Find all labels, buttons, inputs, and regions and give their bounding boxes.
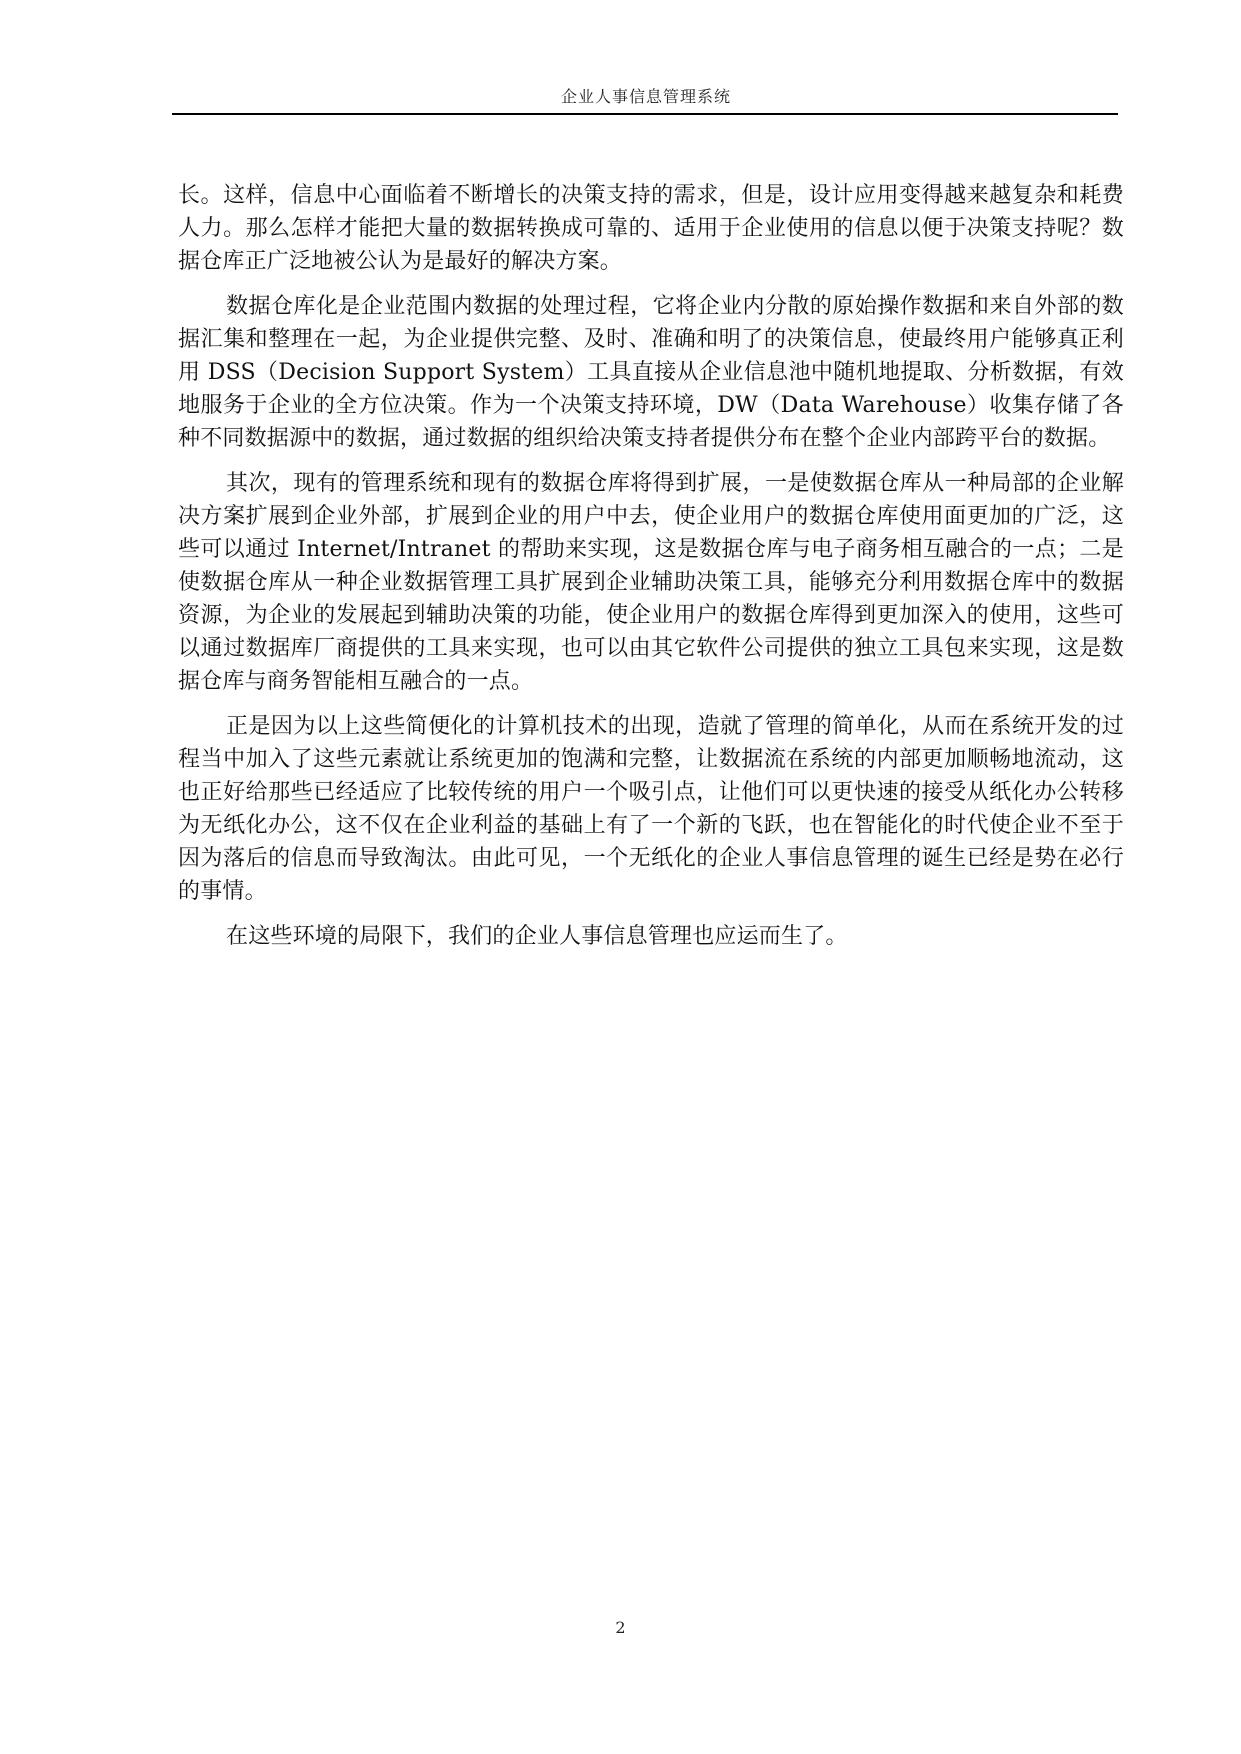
paragraph-conclusion: 在这些环境的局限下，我们的企业人事信息管理也应运而生了。	[226, 924, 848, 949]
paragraph-data-warehousing: 数据仓库化是企业范围内数据的处理过程，它将企业内分散的原始操作数据和来自外部的数据汇集和整理在一起，为企业提供完整、及时、准确和明了的决策信息，使最终用户能够真正利用 DSS（Decision Support System）工具直接从企业信息池中随机地提取、分析数据，有效地服务于企业的全方位决策。作为一个决策支持环境，DW（Data Warehouse）收集存储了各种不同数据源中的数据，通过数据的组织给决策支持者提供分布在整个企业内部跨平台的数据。	[178, 294, 1124, 451]
page-number: 2	[615, 1618, 626, 1637]
paragraph-simplified-management: 正是因为以上这些简便化的计算机技术的出现，造就了管理的简单化，从而在系统开发的过程当中加入了这些元素就让系统更加的饱满和完整，让数据流在系统的内部更加顺畅地流动，这也正好给那些已经适应了比较传统的用户一个吸引点，让他们可以更快速的接受从纸化办公转移为无纸化办公，这不仅在企业利益的基础上有了一个新的飞跃，也在智能化的时代使企业不至于因为落后的信息而导致淘汰。由此可见，一个无纸化的企业人事信息管理的诞生已经是势在必行的事情。	[178, 714, 1124, 904]
paragraph-continuation: 长。这样，信息中心面临着不断增长的决策支持的需求，但是，设计应用变得越来越复杂和耗费人力。那么怎样才能把大量的数据转换成可靠的、适用于企业使用的信息以便于决策支持呢？数据仓库正广泛地被公认为是最好的解决方案。	[178, 183, 1124, 274]
header-divider-line	[172, 113, 1118, 115]
running-header-title: 企业人事信息管理系统	[560, 87, 731, 106]
document-body	[178, 179, 1124, 965]
paragraph-system-extension: 其次，现有的管理系统和现有的数据仓库将得到扩展，一是使数据仓库从一种局部的企业解决方案扩展到企业外部，扩展到企业的用户中去，使企业用户的数据仓库使用面更加的广泛，这些可以通过 Internet/Intranet 的帮助来实现，这是数据仓库与电子商务相互融合的一点；二是使数据仓库从一种企业数据管理工具扩展到企业辅助决策工具，能够充分利用数据仓库中的数据资源，为企业的发展起到辅助决策的功能，使企业用户的数据仓库得到更加深入的使用，这些可以通过数据库厂商提供的工具来实现，也可以由其它软件公司提供的独立工具包来实现，这是数据仓库与商务智能相互融合的一点。	[178, 471, 1124, 694]
